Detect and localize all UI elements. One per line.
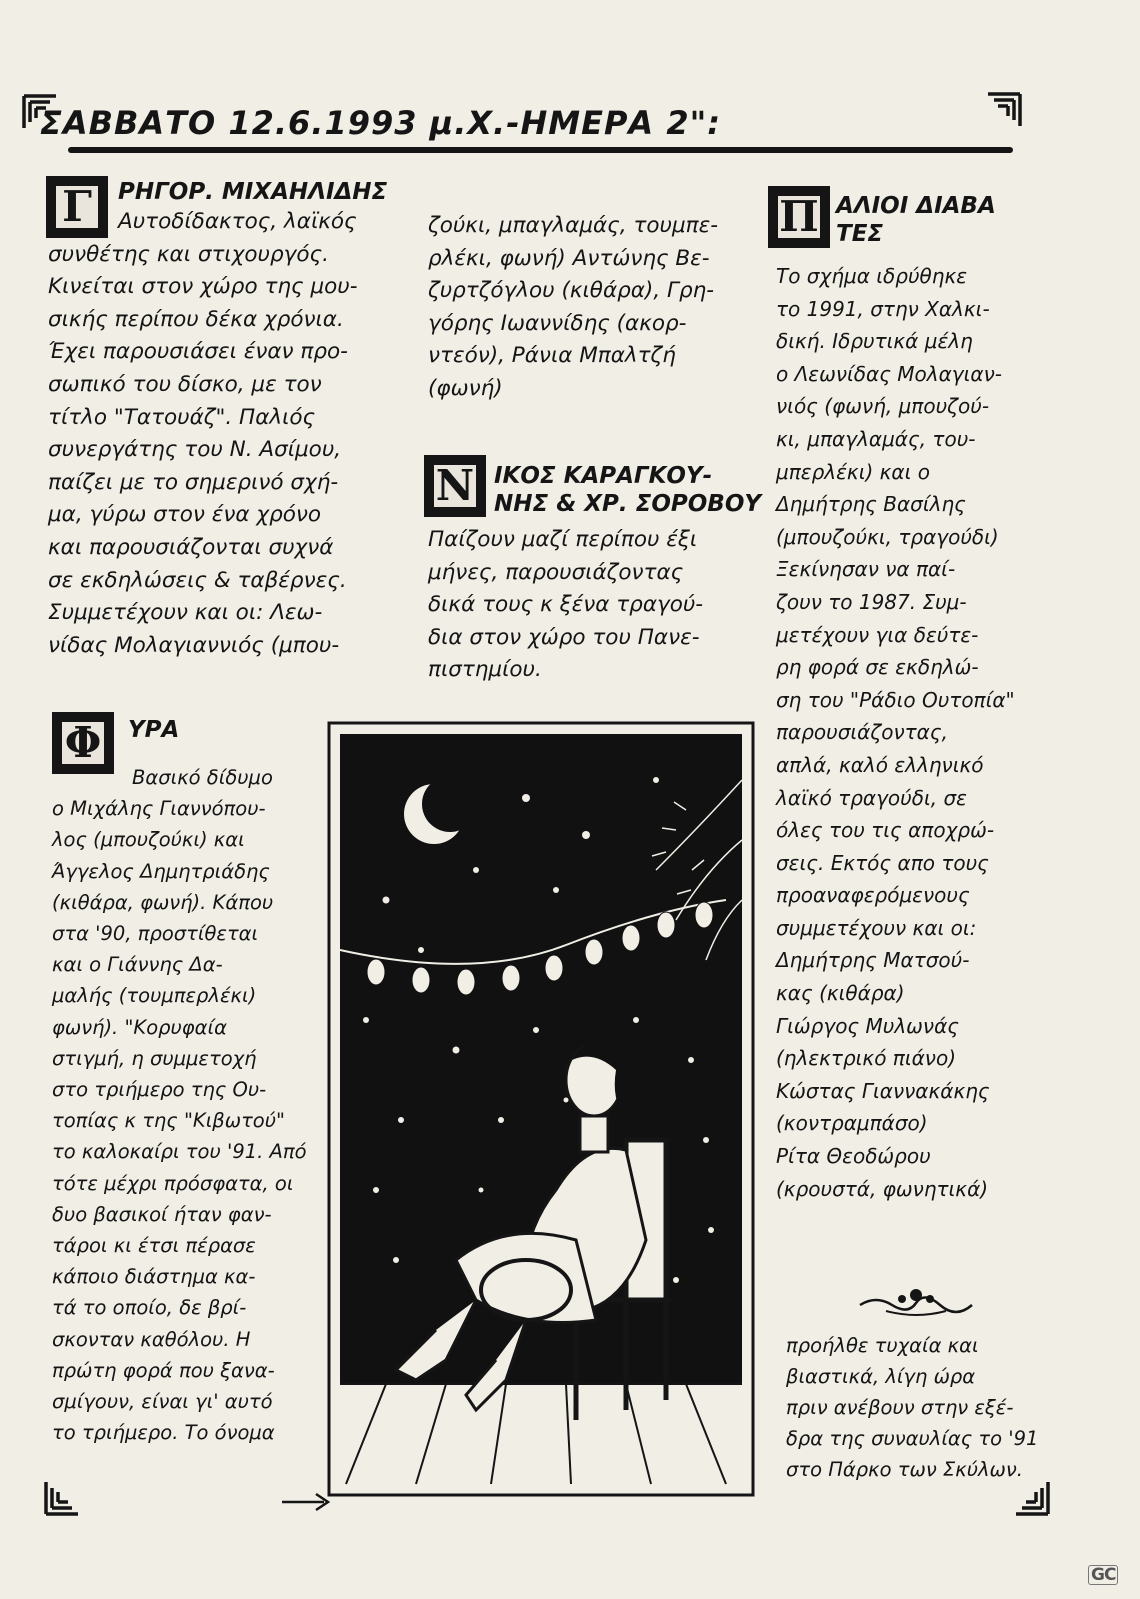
illustration-woman-under-stars xyxy=(326,720,756,1500)
drop-cap-pi: Π xyxy=(768,186,830,248)
section-heading-fyra: ΥΡΑ xyxy=(128,717,180,743)
section-body-fyra: Βασικό δίδυμο ο Μιχάλης Γιαννόπου- λος (μπουζούκι) και Άγγελος Δημητριάδης (κιθάρα, φωνή). Κάπου στα '90, προστίθεται και ο Γιάννης Δα- μαλής (τουμπερλέκι) φωνή). "Κορυφαία στιγμή, η συμμετοχή στο τριήμερο της Ου- τοπίας κ της "Κιβωτού" το καλοκαίρι του '91. Από τότε μέχρι πρόσφατα, οι δυο βασικοί ήταν φαν- τάροι κι έτσι πέρασε κάποιο διάστημα κα- τά το οποίο, δε βρί- σκονταν καθόλου. Η πρώτη φορά που ξανα- σμίγουν, είναι γι' αυτό το τριήμερο. Το όνομα xyxy=(52,766,307,1445)
drop-cap-gamma: Γ xyxy=(46,176,108,238)
gc-logo: GC xyxy=(1088,1565,1118,1585)
section-heading-palioi-diavates: ΑΛΙΟΙ ΔΙΑΒΑ ΤΕΣ xyxy=(836,193,996,247)
title-underline xyxy=(68,147,1013,153)
drop-cap-phi: Φ xyxy=(52,712,114,774)
section-body-mixailidis-continued: ζούκι, μπαγλαμάς, τουμπε- ρλέκι, φωνή) Αντώνης Βε- ζυρτζόγλου (κιθάρα), Γρη- γόρης Ιωαννίδης (ακορ- ντεόν), Ράνια Μπαλτζή (φωνή) xyxy=(428,213,718,401)
continue-arrow-icon xyxy=(280,1490,332,1512)
section-heading-karagkounis: ΙΚΟΣ ΚΑΡΑΓΚΟΥ- ΝΗΣ & ΧΡ. ΣΟΡΟΒΟΥ xyxy=(494,463,762,517)
section-body-palioi-diavates: Το σχήμα ιδρύθηκε το 1991, στην Χαλκι- δική. Ιδρυτικά μέλη ο Λεωνίδας Μολαγιαν- νιός (φωνή, μπουζού- κι, μπαγλαμάς, του- μπερλέκι) και ο Δημήτρης Βασίλης (μπουζούκι, τραγούδι) Ξεκίνησαν να παί- ζουν το 1987. Συμ- μετέχουν για δεύτε- ρη φορά σε εκδηλώ- ση του "Ράδιο Ουτοπία" παρουσιάζοντας, απλά, καλό ελληνικό λαϊκό τραγούδι, σε όλες του τις αποχρώ- σεις. Εκτός απο τους προαναφερόμενους συμμετέχουν και οι: Δημήτρης Ματσού- κας (κιθάρα) Γιώργος Μυλωνάς (ηλεκτρικό πιάνο) Κώστας Γιαννακάκης (κοντραμπάσο) Ρίτα Θεοδώρου (κρουστά, φωνητικά) xyxy=(776,264,1015,1201)
decorative-flourish xyxy=(856,1283,976,1319)
section-heading-mixailidis: ΡΗΓΟΡ. ΜΙΧΑΗΛΙΔΗΣ xyxy=(118,179,388,205)
corner-ornament-bottom-left xyxy=(44,1478,82,1516)
section-body-karagkounis: Παίζουν μαζί περίπου έξι μήνες, παρουσιάζοντας δικά τους κ ξένα τραγού- δια στον χώρο του Πανε- πιστημίου. xyxy=(428,527,704,683)
section-body-mixailidis: Αυτοδίδακτος, λαϊκός συνθέτης και στιχουργός. Κινείται στον χώρο της μου- σικής περίπου δέκα χρόνια. Έχει παρουσιάσει έναν προ- σωπικό του δίσκο, με τον τίτλο "Τατουάζ". Παλιός συνεργάτης του Ν. Ασίμου, παίζει με το σημερινό σχή- μα, γύρω στον ένα χρόνο και παρουσιάζονται συχνά σε εκδηλώσεις & ταβέρνες. Συμμετέχουν και οι: Λεω- νίδας Μολαγιαννιός (μπου- xyxy=(48,209,358,658)
section-ending-palioi-diavates: προήλθε τυχαία και βιαστικά, λίγη ώρα πριν ανέβουν στην εξέ- δρα της συναυλίας το '91 στο Πάρκο των Σκύλων. xyxy=(786,1334,1039,1481)
corner-ornament-top-right xyxy=(984,92,1022,130)
page-title: ΣΑΒΒΑΤΟ 12.6.1993 μ.Χ.-ΗΜΕΡΑ 2": xyxy=(40,104,722,142)
drop-cap-nu: Ν xyxy=(424,455,486,517)
